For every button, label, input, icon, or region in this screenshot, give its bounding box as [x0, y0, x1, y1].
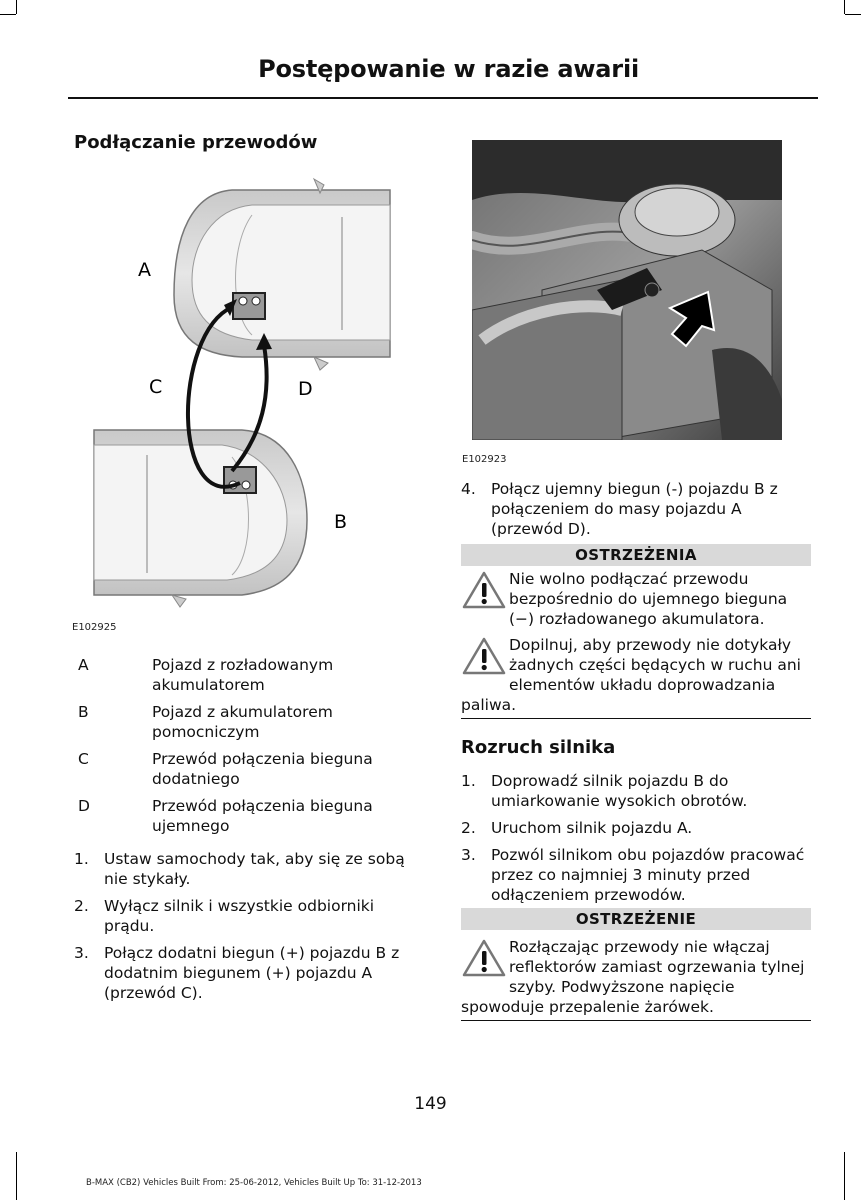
start-steps-list — [461, 771, 813, 912]
figure-label-c: C — [149, 376, 163, 398]
figure-code-left: E102925 — [72, 622, 117, 633]
warning-text: Dopilnuj, aby przewody nie dotykały żadnych części będących w ruchu ani elementów układu doprowadzania paliwa. — [461, 636, 801, 714]
figure-legend — [78, 655, 418, 843]
car-a-illustration — [174, 179, 390, 370]
crop-mark — [16, 1152, 17, 1200]
step-text: Połącz ujemny biegun (-) pojazdu B z połączeniem do masy pojazdu A (przewód D). — [491, 480, 778, 538]
section-heading-connect: Podłączanie przewodów — [74, 132, 318, 153]
legend-key: D — [78, 797, 90, 815]
crop-mark — [0, 14, 16, 15]
step-number: 1. — [74, 850, 89, 868]
list-item — [74, 849, 426, 889]
battery-a-icon — [233, 293, 265, 319]
step-number: 2. — [74, 897, 89, 915]
page-number: 149 — [414, 1094, 447, 1114]
legend-key: C — [78, 750, 89, 768]
legend-text: Przewód połączenia bieguna dodatniego — [152, 750, 373, 788]
step-number: 3. — [461, 846, 476, 864]
step-number: 2. — [461, 819, 476, 837]
jumper-diagram — [92, 175, 402, 615]
step-text: Wyłącz silnik i wszystkie odbiorniki prądu. — [104, 897, 375, 935]
list-item — [74, 896, 426, 936]
warning-text: Rozłączając przewody nie włączaj reflektorów zamiast ogrzewania tylnej szyby. Podwyższone napięcie spowoduje przepalenie żarówek. — [461, 938, 805, 1016]
step-text: Ustaw samochody tak, aby się ze sobą nie stykały. — [104, 850, 405, 888]
legend-item — [78, 655, 418, 695]
step-number: 4. — [461, 480, 476, 498]
connect-step-4 — [461, 479, 813, 546]
legend-text: Przewód połączenia bieguna ujemnego — [152, 797, 373, 835]
step-text: Połącz dodatni biegun (+) pojazdu B z dodatnim biegunem (+) pojazdu A (przewód C). — [104, 944, 400, 1002]
legend-item — [78, 796, 418, 836]
legend-key: A — [78, 656, 89, 674]
legend-text: Pojazd z rozładowanym akumulatorem — [152, 656, 334, 694]
warning-item — [461, 937, 811, 1017]
legend-text: Pojazd z akumulatorem pomocniczym — [152, 703, 333, 741]
figure-label-a: A — [138, 259, 151, 281]
warning-item — [461, 635, 811, 715]
list-item — [461, 845, 813, 905]
step-text: Uruchom silnik pojazdu A. — [491, 819, 693, 837]
warning-triangle-icon — [461, 569, 507, 611]
legend-item — [78, 749, 418, 789]
car-b-illustration — [94, 430, 307, 607]
warning-triangle-icon — [461, 937, 507, 979]
crop-mark — [16, 0, 17, 14]
step-number: 3. — [74, 944, 89, 962]
warnings-heading: OSTRZEŻENIA — [461, 544, 811, 566]
step-text: Pozwól silnikom obu pojazdów pracować przez co najmniej 3 minuty przed odłączeniem przewodów. — [491, 846, 805, 904]
page-footer: B-MAX (CB2) Vehicles Built From: 25-06-2012, Vehicles Built Up To: 31-12-2013 — [86, 1178, 422, 1188]
warning-divider — [461, 718, 811, 719]
crop-mark — [844, 1152, 845, 1200]
engine-bay-photo — [472, 140, 782, 440]
crop-mark — [845, 14, 861, 15]
list-item — [461, 771, 813, 811]
list-item — [461, 818, 813, 838]
warning-text: Nie wolno podłączać przewodu bezpośrednio do ujemnego bieguna (−) rozładowanego akumulatora. — [509, 570, 788, 628]
list-item — [461, 479, 813, 539]
connect-steps-list — [74, 849, 426, 1010]
figure-label-d: D — [298, 378, 313, 400]
list-item — [74, 943, 426, 1003]
warning-triangle-icon — [461, 635, 507, 677]
warning-heading: OSTRZEŻENIE — [461, 908, 811, 930]
section-heading-start: Rozruch silnika — [461, 737, 616, 758]
figure-label-b: B — [334, 511, 348, 533]
crop-mark — [844, 0, 845, 14]
page-title: Postępowanie w razie awarii — [258, 55, 639, 83]
battery-b-icon — [224, 467, 256, 493]
step-text: Doprowadź silnik pojazdu B do umiarkowanie wysokich obrotów. — [491, 772, 748, 810]
legend-key: B — [78, 703, 89, 721]
step-number: 1. — [461, 772, 476, 790]
legend-item — [78, 702, 418, 742]
warning-item — [461, 569, 811, 629]
title-divider — [68, 97, 818, 99]
figure-code-right: E102923 — [462, 454, 507, 465]
warning-divider — [461, 1020, 811, 1021]
